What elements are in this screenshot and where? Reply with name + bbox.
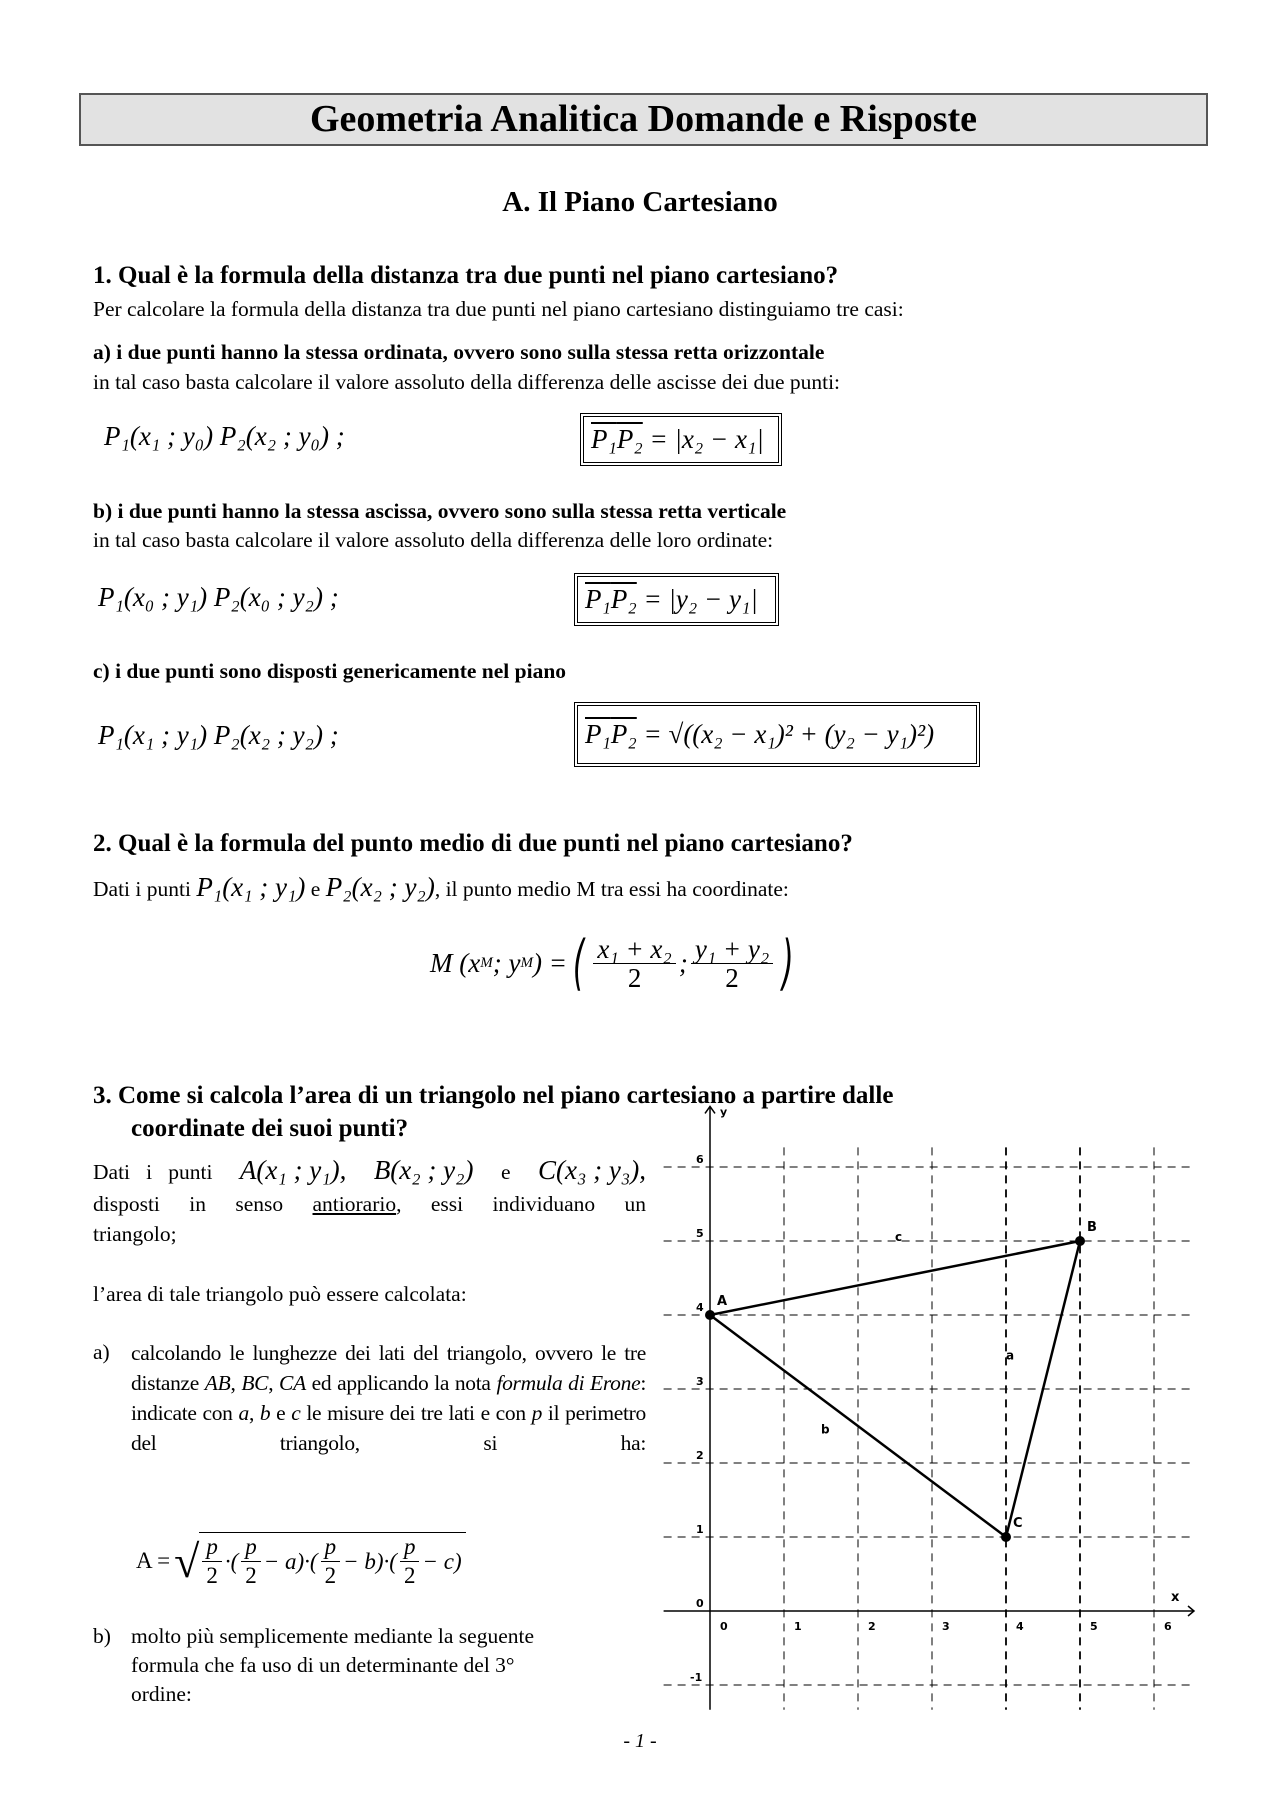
x-tick-label: 0 <box>720 1620 728 1633</box>
a-t4: le misure dei tre lati e con <box>300 1401 532 1425</box>
midpoint-sub-x: M <box>480 954 493 971</box>
triangle-side-c <box>710 1241 1080 1315</box>
q3-given-line <box>93 1155 646 1186</box>
left-paren: ( <box>572 928 585 998</box>
vertex-A <box>705 1310 715 1320</box>
case-b-text: in tal caso basta calcolare il valore assoluto della differenza delle loro ordinate: <box>93 528 774 552</box>
q2-text-start: Dati i punti <box>93 877 191 901</box>
heron-lhs: A = <box>136 1548 171 1573</box>
q2-conj: e <box>310 877 321 901</box>
option-a-text: calcolando le lunghezze dei lati del triangolo, ovvero le tre distanze AB, BC, CA ed applicando la nota formula di Erone: indicate con a, b e c le misure dei tre lati e con p il perimetro del triangolo, si ha: <box>131 1341 646 1455</box>
formula-lhs-p1: P₁ <box>585 584 611 614</box>
separator: ; <box>678 947 688 978</box>
formula-lhs-p2: P₂ <box>610 584 637 614</box>
midpoint-sub-y: M <box>520 954 533 971</box>
case-c-points: P₁(x₁ ; y₁) P₂(x₂ ; y₂) ; <box>98 720 339 750</box>
case-b-formula-box <box>574 573 779 626</box>
case-b-title: b) i due punti hanno la stessa ascissa, ovvero sono sulla stessa retta verticale <box>93 499 787 523</box>
sqrt-icon: √ <box>174 1535 200 1587</box>
vertex-C <box>1001 1532 1011 1542</box>
y-tick-label: 0 <box>696 1597 704 1610</box>
case-c-formula-box <box>574 702 980 767</box>
case-b-points: P₁(x₀ ; y₁) P₂(x₀ ; y₂) ; <box>98 582 339 612</box>
a-t5: il perimetro del triangolo, si ha: <box>131 1401 646 1455</box>
side-label-c: c <box>895 1230 903 1244</box>
x-axis-label: x <box>1171 1590 1180 1605</box>
case-b-formula: = |y₂ − y₁| <box>643 584 758 614</box>
area-text: l’area di tale triangolo può essere calcolata: <box>93 1282 467 1306</box>
vertex-label-B: B <box>1087 1220 1097 1235</box>
underlined-antiorario: antiorario <box>312 1192 397 1216</box>
option-b-line2: formula che fa uso di un determinante del 3° <box>131 1653 515 1677</box>
den-x: 2 <box>627 962 642 993</box>
q3-line3: triangolo; <box>93 1222 177 1246</box>
line2-start: disposti in senso <box>93 1192 284 1216</box>
p: p <box>400 1533 420 1562</box>
formula-lhs-p2: P₂ <box>616 424 643 454</box>
formula-lhs-p2: P₂ <box>610 719 637 749</box>
case-a-points: P₁(x₁ ; y₀) P₂(x₂ ; y₀) ; <box>104 421 345 451</box>
given-start: Dati i punti <box>93 1160 213 1184</box>
question-1-intro: Per calcolare la formula della distanza tra due punti nel piano cartesiano distinguiamo tre casi: <box>93 297 904 321</box>
given-conj: e <box>500 1160 511 1184</box>
q2-point-p2: P₂(x₂ ; y₂) <box>325 872 435 902</box>
vertex-label-C: C <box>1013 1516 1023 1531</box>
a-t2: ed applicando la nota <box>305 1371 497 1395</box>
question-2-heading: 2. Qual è la formula del punto medio di due punti nel piano cartesiano? <box>93 830 853 857</box>
minus-b: − b <box>343 1548 376 1574</box>
den-y: 2 <box>725 962 739 993</box>
minus-c: − c <box>422 1548 454 1574</box>
y-tick-label: 6 <box>696 1153 704 1166</box>
a-b: b <box>259 1401 271 1425</box>
formula-lhs-p1: P₁ <box>591 424 617 454</box>
x-tick-label: 4 <box>1016 1620 1024 1633</box>
question-3-heading-line2: coordinate dei suoi punti? <box>131 1115 409 1142</box>
case-a-formula-box <box>580 413 782 466</box>
two: 2 <box>206 1563 218 1588</box>
a-c: c <box>291 1401 301 1425</box>
midpoint-mid: ; y <box>492 947 521 978</box>
a-erone: formula di Erone <box>496 1371 641 1395</box>
x-tick-label: 1 <box>794 1620 802 1633</box>
num-x: x₁ + x₂ <box>593 935 675 964</box>
document-title: Geometria Analitica Domande e Risposte <box>79 93 1208 146</box>
point-a: A(x₁ ; y₁), <box>239 1155 347 1185</box>
y-tick-label: 4 <box>696 1301 704 1314</box>
formula-lhs-p1: P₁ <box>585 719 611 749</box>
case-a-text: in tal caso basta calcolare il valore assoluto della differenza delle ascisse dei due punti: <box>93 370 841 394</box>
minus-a: − a <box>263 1548 297 1574</box>
a-bc: BC <box>241 1371 269 1395</box>
case-a-title: a) i due punti hanno la stessa ordinata, ovvero sono sulla stessa retta orizzontale <box>93 340 825 364</box>
option-b-line3: ordine: <box>131 1682 192 1706</box>
two: 2 <box>403 1563 416 1588</box>
page-number: - 1 - <box>623 1730 657 1752</box>
p: p <box>321 1533 341 1562</box>
x-tick-label: 2 <box>868 1620 876 1633</box>
vertex-B <box>1075 1236 1085 1246</box>
x-tick-label: 6 <box>1164 1620 1172 1633</box>
heron-formula <box>136 1532 466 1590</box>
question-1-heading: 1. Qual è la formula della distanza tra due punti nel piano cartesiano? <box>93 262 839 289</box>
triangle-chart <box>640 1100 1280 1740</box>
section-heading: A. Il Piano Cartesiano <box>502 186 778 218</box>
case-c-formula: = √((x₂ − x₁)² + (y₂ − y₁)²) <box>643 719 935 749</box>
two: 2 <box>324 1563 337 1588</box>
midpoint-formula <box>430 928 800 998</box>
p: p <box>241 1533 261 1562</box>
x-tick-label: 5 <box>1090 1620 1098 1633</box>
a-t1: calcolando le lunghezze dei lati del triangolo, ovvero le tre distanze <box>131 1341 646 1395</box>
q2-text-end: , il punto medio M tra essi ha coordinate: <box>434 877 789 901</box>
case-a-formula: = |x₂ − x₁| <box>649 424 764 454</box>
y-axis-label: y <box>720 1105 728 1119</box>
y-tick-label: 3 <box>696 1375 704 1388</box>
two: 2 <box>245 1563 257 1588</box>
right-paren: ) <box>782 928 794 998</box>
question-2-text <box>93 872 789 903</box>
fraction-x <box>593 935 675 992</box>
line2-end: , essi individuano un <box>396 1192 647 1216</box>
point-b: B(x₂ ; y₂) <box>373 1155 474 1185</box>
num-y: y₁ + y₂ <box>691 935 773 964</box>
heron-radicand: $\frac{p}{2}$ ·( $\frac{p}{2}$ − a )·( $\frac{p}{2}$ − b )·( $\frac{p}{2}$ − c ) <box>199 1532 465 1590</box>
option-a-label: a) <box>93 1340 110 1364</box>
side-label-a: a <box>1006 1348 1015 1363</box>
side-label-b: b <box>821 1422 830 1437</box>
y-tick-label: 5 <box>696 1227 704 1240</box>
fraction-y <box>691 935 773 992</box>
q2-point-p1: P₁(x₁ ; y₁) <box>196 872 306 902</box>
a-p: p <box>531 1401 543 1425</box>
a-a: a <box>238 1401 249 1425</box>
point-c: C(x₃ ; y₃), <box>537 1155 646 1185</box>
a-ab: AB <box>204 1371 231 1395</box>
question-3-heading-line1: 3. Come si calcola l’area di un triangolo nel piano cartesiano a partire dalle <box>93 1082 894 1109</box>
x-tick-label: 3 <box>942 1620 950 1633</box>
vertex-label-A: A <box>717 1294 728 1309</box>
midpoint-lhs: M (x <box>430 947 481 978</box>
y-tick-label: 1 <box>696 1523 704 1536</box>
y-tick-label: 2 <box>696 1449 704 1462</box>
y-tick-label: -1 <box>690 1671 703 1684</box>
a-t3: : indicate con <box>131 1371 646 1425</box>
option-b-label: b) <box>93 1624 111 1648</box>
p: p <box>202 1533 222 1562</box>
midpoint-eq: ) = <box>532 947 567 978</box>
a-ca: CA <box>279 1371 306 1395</box>
q3-line2 <box>93 1192 646 1217</box>
option-b-line1: molto più semplicemente mediante la seguente <box>131 1624 534 1648</box>
case-c-title: c) i due punti sono disposti genericamente nel piano <box>93 659 567 683</box>
